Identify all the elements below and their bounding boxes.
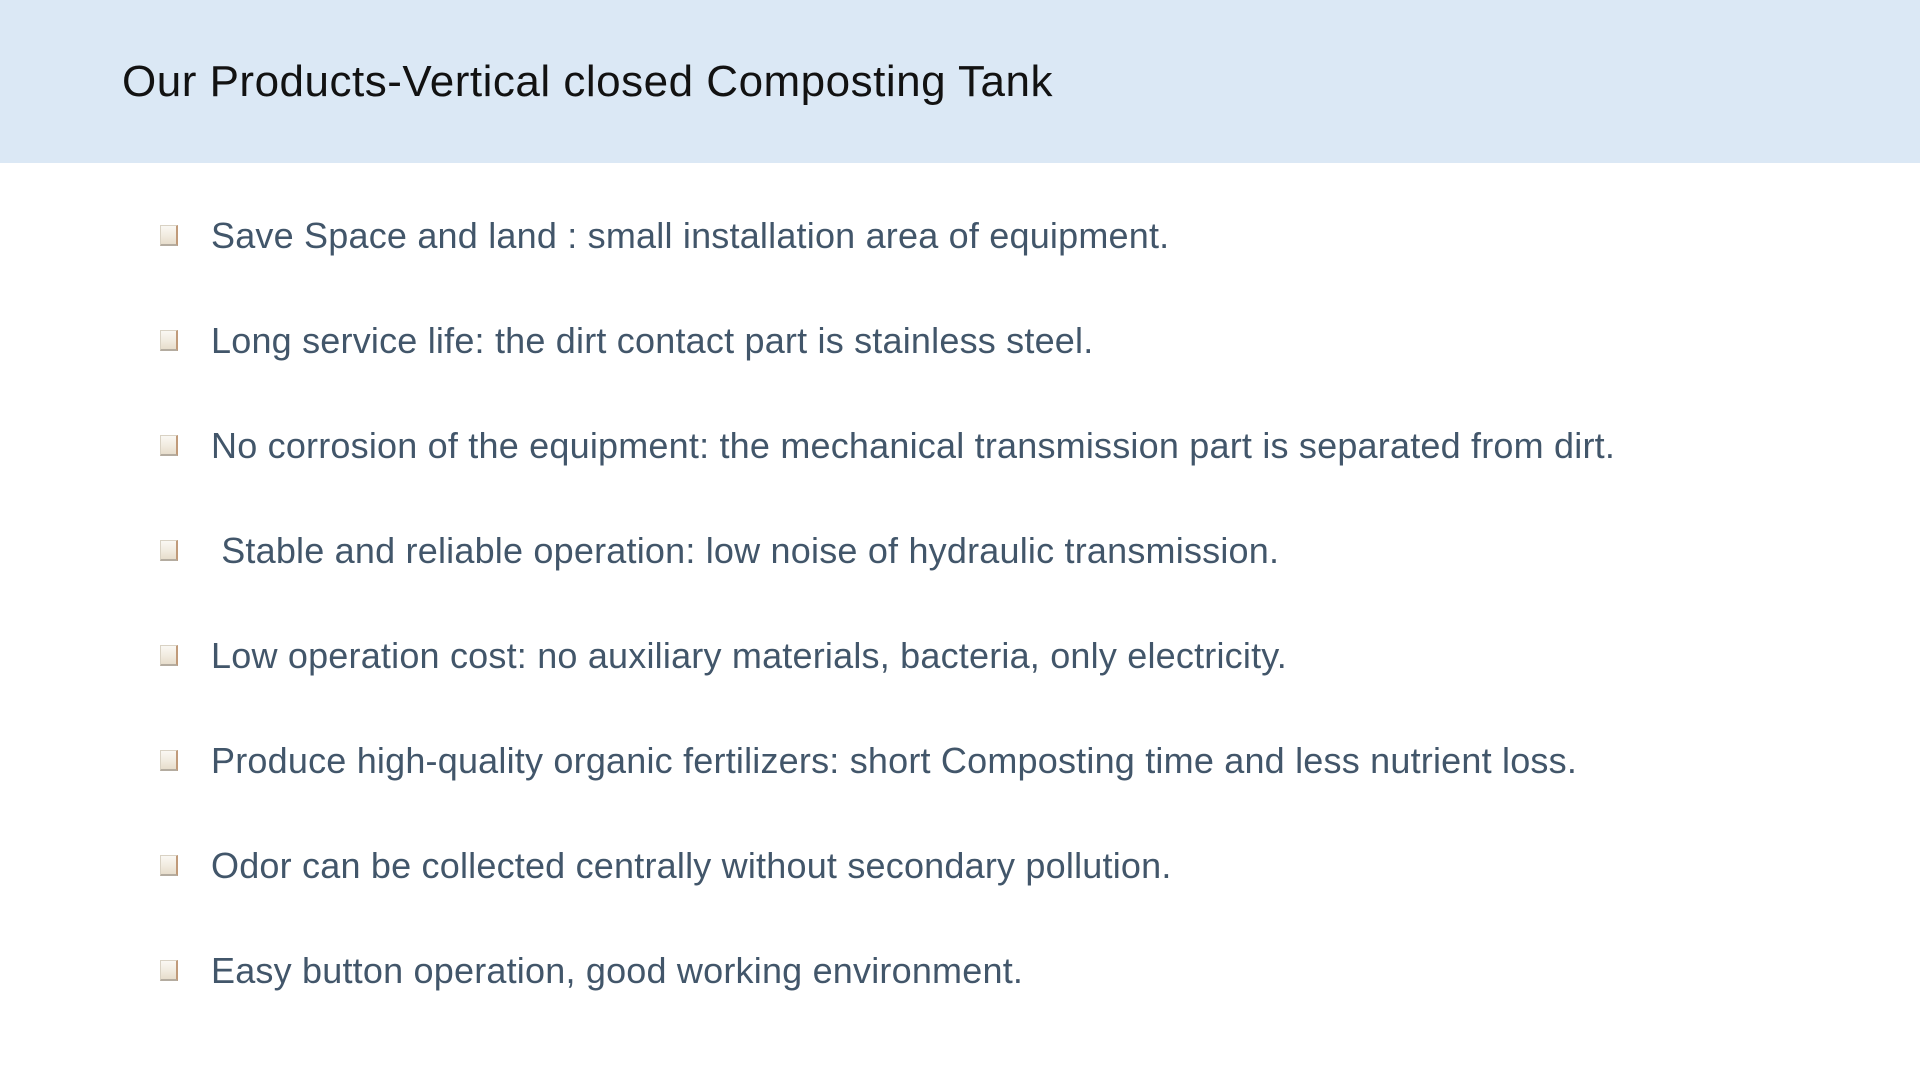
square-bullet-icon [160, 330, 178, 351]
list-item [0, 813, 1920, 918]
list-item [0, 498, 1920, 603]
bullet-text: Odor can be collected centrally without secondary pollution. [211, 844, 1172, 886]
slide-header-band [0, 0, 1920, 163]
bullet-list [0, 183, 1920, 1023]
square-bullet-icon [160, 855, 178, 876]
bullet-text: Produce high-quality organic fertilizers: short Composting time and less nutrient loss. [211, 739, 1578, 781]
square-bullet-icon [160, 225, 178, 246]
square-bullet-icon [160, 435, 178, 456]
list-item [0, 183, 1920, 288]
list-item [0, 603, 1920, 708]
list-item [0, 393, 1920, 498]
bullet-text: Long service life: the dirt contact part is stainless steel. [211, 319, 1094, 361]
bullet-text: No corrosion of the equipment: the mechanical transmission part is separated from dirt. [211, 424, 1616, 466]
square-bullet-icon [160, 750, 178, 771]
bullet-text: Stable and reliable operation: low noise of hydraulic transmission. [211, 529, 1280, 571]
list-item [0, 708, 1920, 813]
slide-title: Our Products-Vertical closed Composting Tank [122, 56, 1053, 106]
bullet-text: Save Space and land : small installation area of equipment. [211, 214, 1170, 256]
bullet-text: Easy button operation, good working environment. [211, 949, 1024, 991]
square-bullet-icon [160, 960, 178, 981]
square-bullet-icon [160, 645, 178, 666]
list-item [0, 918, 1920, 1023]
list-item [0, 288, 1920, 393]
bullet-text: Low operation cost: no auxiliary materials, bacteria, only electricity. [211, 634, 1288, 676]
square-bullet-icon [160, 540, 178, 561]
